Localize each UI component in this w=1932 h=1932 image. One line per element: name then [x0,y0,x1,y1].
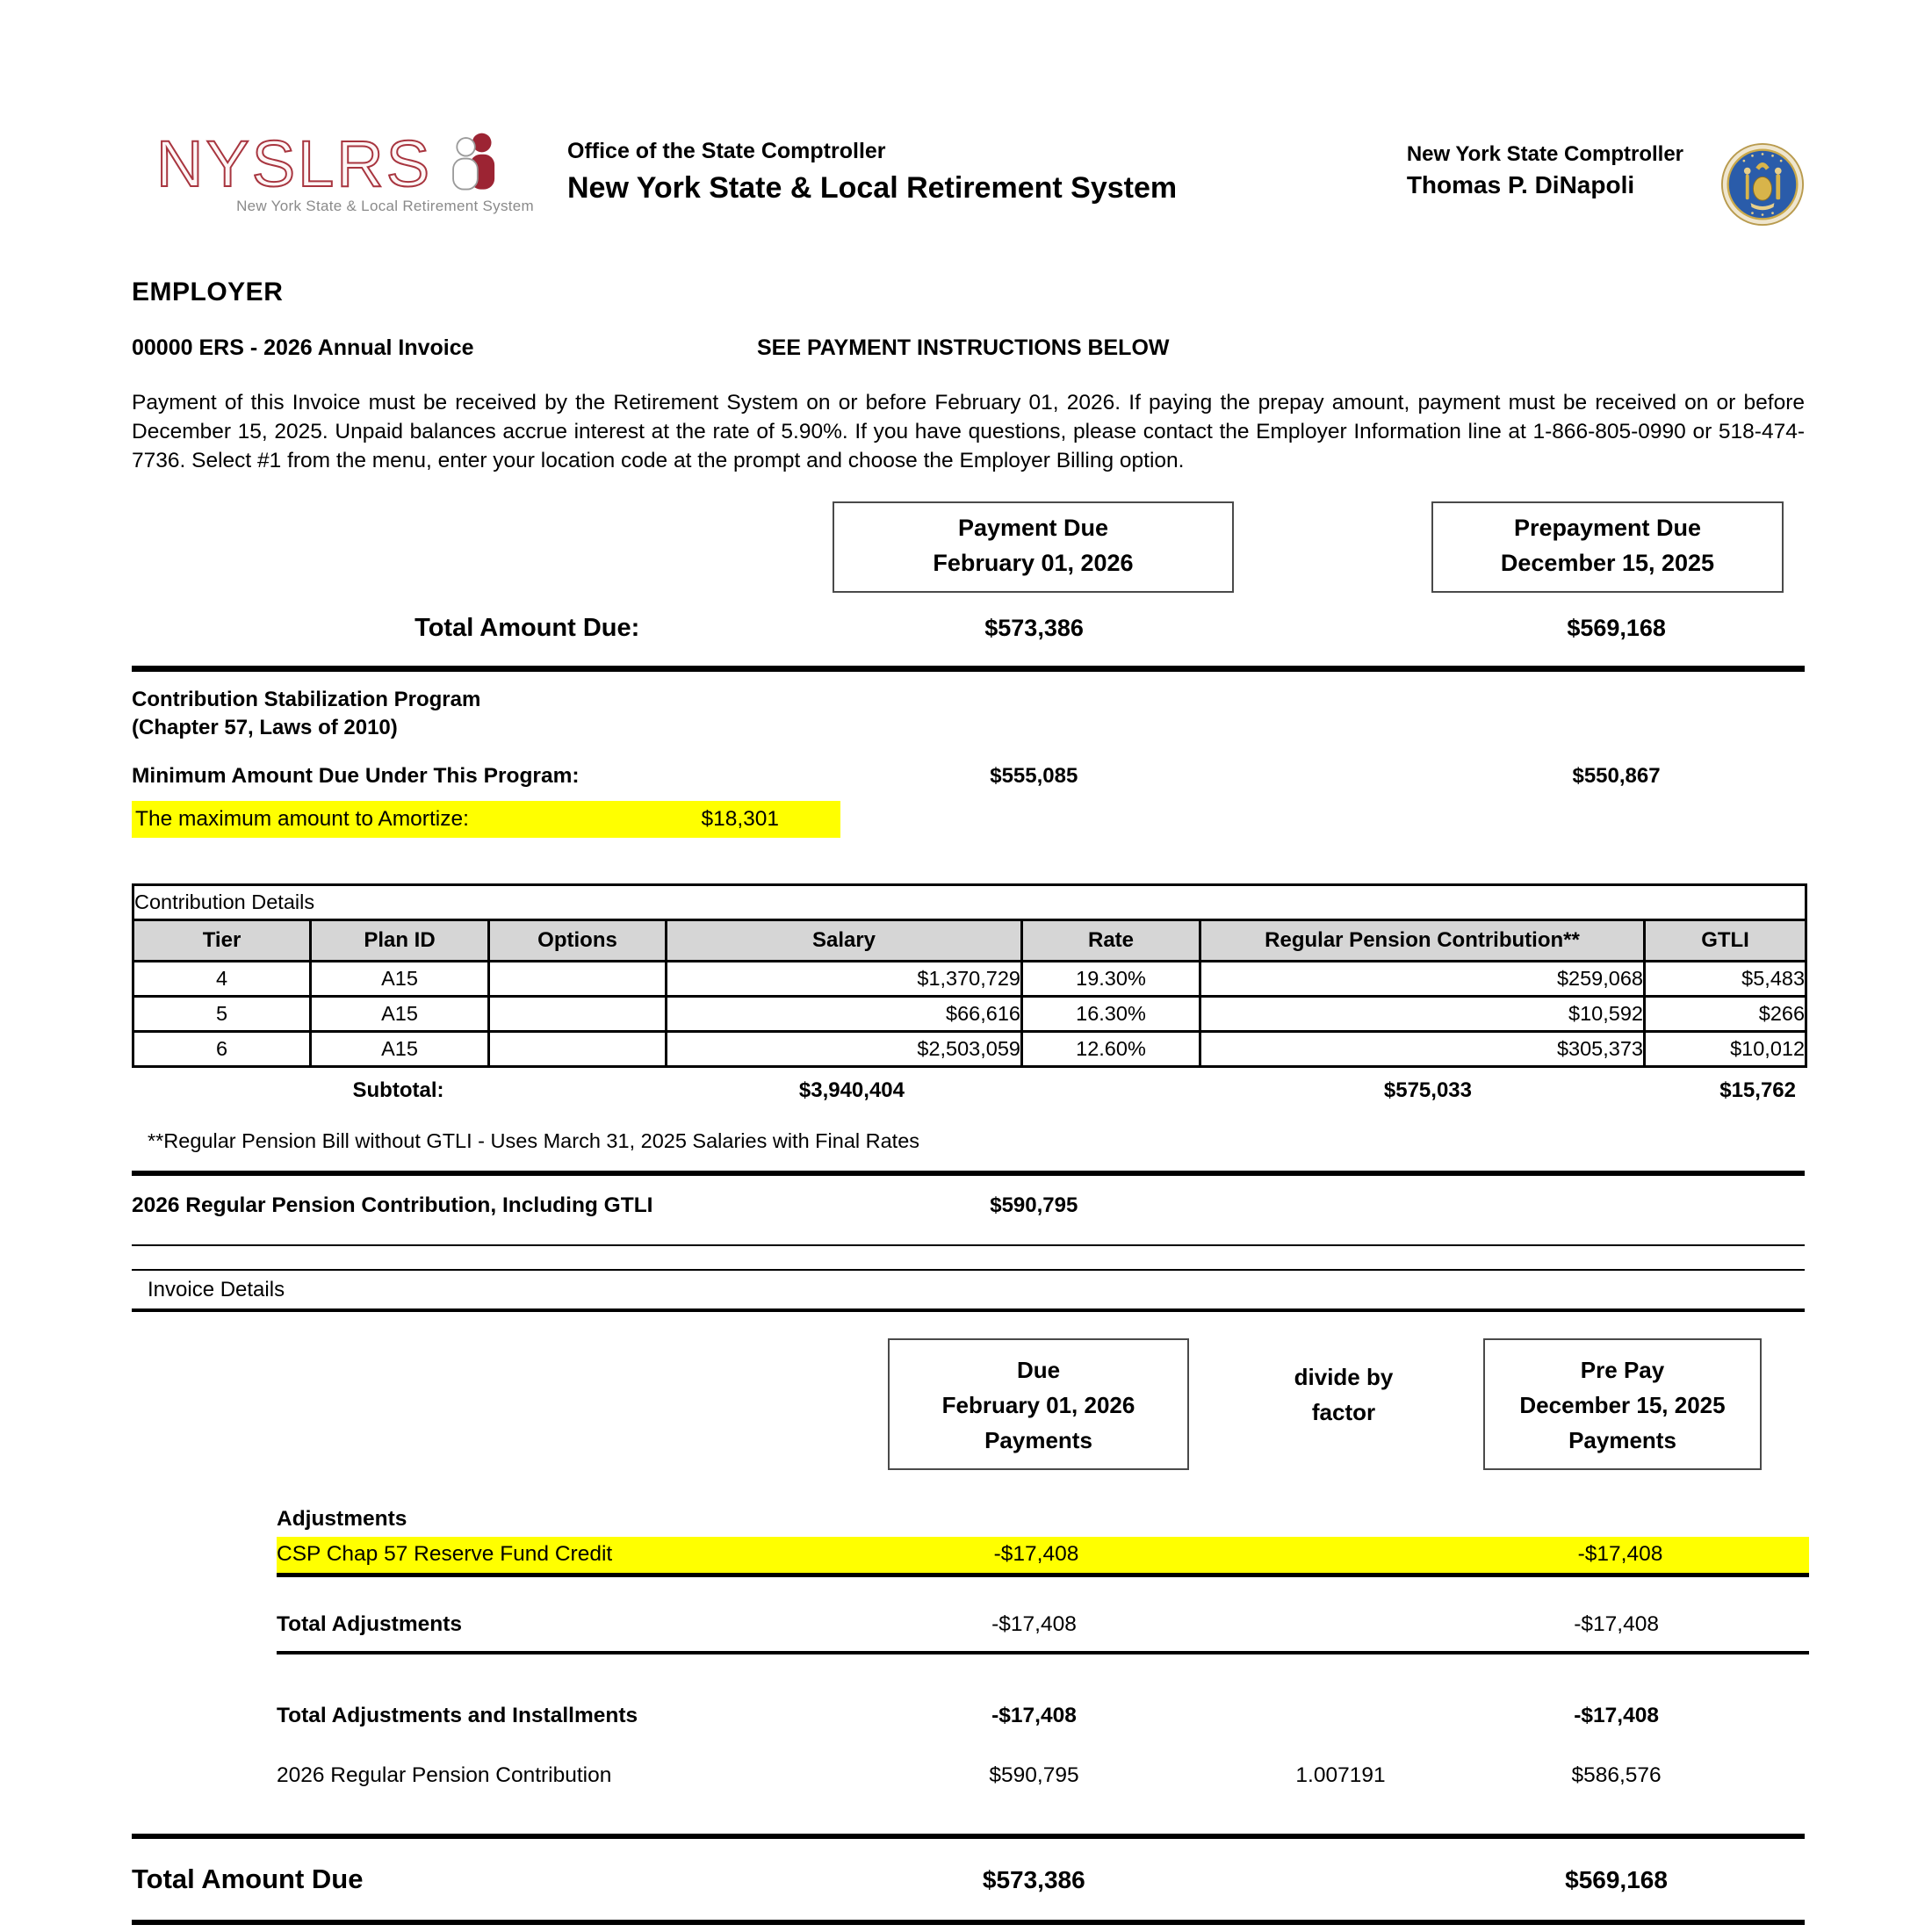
comptroller-title: New York State Comptroller [1406,142,1683,166]
subtotal-label: Subtotal: [352,1078,444,1102]
csp-title-line2: (Chapter 57, Laws of 2010) [132,715,398,739]
total-adjustments-due-value: -$17,408 [991,1611,1077,1636]
factor-line2: factor [1311,1399,1376,1426]
employer-heading: EMPLOYER [132,278,284,306]
payment-boxes-row [132,501,1805,595]
prepayment-due-box [1431,501,1784,593]
cell-gtli: $266 [1645,996,1806,1031]
total-adjustments-row [132,1612,1805,1637]
total-adj-installments-label: Total Adjustments and Installments [277,1703,638,1727]
cell-options [489,1031,667,1066]
cell-pension: $259,068 [1200,961,1645,996]
invoice-details-title: Invoice Details [148,1277,285,1301]
subtotal-gtli: $15,762 [1719,1078,1796,1102]
page-header [132,126,1805,227]
due-box-line3: Payments [984,1427,1092,1454]
cell-options [489,961,667,996]
prepayment-due-date: December 15, 2025 [1500,549,1715,576]
total-adjustments-label: Total Adjustments [277,1611,462,1636]
due-payments-box [888,1338,1189,1470]
cell-pension: $305,373 [1200,1031,1645,1066]
cell-gtli: $10,012 [1645,1031,1806,1066]
regular-pension-contribution-row [132,1763,1805,1788]
col-header-salary: Salary [667,919,1022,961]
section-divider [277,1651,1809,1654]
section-divider [132,666,1805,672]
csp-minimum-label: Minimum Amount Due Under This Program: [132,763,580,788]
nyslrs-logo-text: NYSLRS [156,126,433,200]
total-amount-due-label: Total Amount Due: [415,614,640,643]
cell-rate: 16.30% [1022,996,1200,1031]
divide-by-factor-header [1212,1359,1475,1431]
nyslrs-person-icon [441,130,506,191]
amortize-highlight-row [132,801,840,838]
header-comptroller-block [1407,130,1805,227]
total-amount-due-row [132,614,1805,643]
pension-including-gtli-label: 2026 Regular Pension Contribution, Including GTLI [132,1193,653,1217]
amortize-label: The maximum amount to Amortize: [135,806,469,831]
csp-section-title [132,686,1805,740]
system-title: New York State & Local Retirement System [567,171,1178,205]
cell-salary: $1,370,729 [667,961,1022,996]
cell-tier: 6 [133,1031,311,1066]
csp-credit-label: CSP Chap 57 Reserve Fund Credit [277,1541,613,1566]
invoice-number: 00000 ERS - 2026 Annual Invoice [132,335,474,360]
cell-salary: $2,503,059 [667,1031,1022,1066]
cell-plan-id: A15 [311,961,489,996]
total-prepay-value: $569,168 [1567,615,1666,642]
col-header-plan-id: Plan ID [311,919,489,961]
cell-rate: 12.60% [1022,1031,1200,1066]
cell-options [489,996,667,1031]
csp-credit-prepay-value: -$17,408 [1577,1541,1663,1566]
payment-instructions-paragraph: Payment of this Invoice must be received by the Retirement System on or before February 01, 2026. If paying the prepay amount, payment must be received on or before December 15, 2025. Unpaid balances accrue interest at the rate of 5.90%. If you have questions, please contact the Employer Information line at 1-866-805-0990 or 518-474-7736. Select #1 from the menu, enter your location code at the prompt and choose the Employer Billing option. [132,391,1805,472]
bottom-rule [132,1920,1805,1925]
prepayment-due-title: Prepayment Due [1513,515,1702,542]
see-payment-instructions: SEE PAYMENT INSTRUCTIONS BELOW [757,335,1170,360]
adjustments-heading: Adjustments [277,1506,407,1531]
invoice-column-headers [132,1338,1805,1472]
total-adj-installments-due-value: -$17,408 [991,1703,1077,1727]
cell-tier: 5 [133,996,311,1031]
col-header-gtli: GTLI [1645,919,1806,961]
nys-comptroller-seal-icon [1720,142,1805,227]
csp-minimum-due-value: $555,085 [990,763,1078,788]
section-divider [132,1834,1805,1839]
csp-credit-due-value: -$17,408 [993,1541,1079,1566]
cell-rate: 19.30% [1022,961,1200,996]
table-header-row [133,919,1806,961]
subtotal-pension: $575,033 [1383,1078,1472,1102]
grand-total-label: Total Amount Due [132,1863,364,1894]
factor-line1: divide by [1294,1363,1394,1390]
subtotal-salary: $3,940,404 [798,1078,905,1102]
invoice-details-band [132,1269,1805,1312]
pension-including-gtli-value: $590,795 [990,1193,1078,1217]
contribution-details-title: Contribution Details [133,884,1806,919]
pension-due-value: $590,795 [989,1763,1079,1787]
header-agency-block [567,130,1177,205]
table-row [133,996,1806,1031]
office-title: Office of the State Comptroller [567,139,886,163]
col-header-options: Options [489,919,667,961]
section-divider [132,1244,1805,1246]
nyslrs-logo [156,126,534,215]
cell-plan-id: A15 [311,996,489,1031]
grand-total-row [132,1864,1805,1895]
pension-bill-footnote: **Regular Pension Bill without GTLI - Uses March 31, 2025 Salaries with Final Rates [148,1128,920,1152]
prepay-box-line2: December 15, 2025 [1519,1392,1726,1419]
payment-due-box [833,501,1234,593]
pension-prepay-value: $586,576 [1571,1763,1662,1787]
prepay-payments-box [1483,1338,1762,1470]
csp-minimum-prepay-value: $550,867 [1572,763,1661,788]
comptroller-name: Thomas P. DiNapoli [1406,171,1635,198]
prepay-box-line3: Payments [1568,1427,1676,1454]
nyslrs-logo-tagline: New York State & Local Retirement System [236,198,534,214]
grand-total-due-value: $573,386 [982,1865,1085,1893]
cell-pension: $10,592 [1200,996,1645,1031]
cell-salary: $66,616 [667,996,1022,1031]
cell-tier: 4 [133,961,311,996]
pension-including-gtli-row [132,1193,1805,1218]
payment-due-date: February 01, 2026 [933,549,1134,576]
payment-due-title: Payment Due [957,515,1109,542]
total-adjustments-prepay-value: -$17,408 [1574,1611,1659,1636]
due-box-line1: Due [1016,1356,1061,1383]
col-header-pension: Regular Pension Contribution** [1200,919,1645,961]
cell-gtli: $5,483 [1645,961,1806,996]
csp-minimum-row [132,764,1805,789]
cell-plan-id: A15 [311,1031,489,1066]
pension-row-label: 2026 Regular Pension Contribution [277,1763,612,1787]
col-header-rate: Rate [1022,919,1200,961]
col-header-tier: Tier [133,919,311,961]
csp-title-line1: Contribution Stabilization Program [132,688,481,712]
total-due-value: $573,386 [984,615,1084,642]
amortize-value: $18,301 [701,806,779,831]
csp-credit-highlight-row [277,1537,1809,1577]
band-bottom-rule [132,1308,1805,1312]
table-row [133,961,1806,996]
grand-total-prepay-value: $569,168 [1565,1865,1668,1893]
prepay-box-line1: Pre Pay [1580,1356,1665,1383]
total-adjustments-installments-row [132,1704,1805,1728]
table-row [133,1031,1806,1066]
invoice-title-row [132,335,1805,361]
contribution-details-table [132,883,1807,1068]
subtotal-row [132,1078,1805,1103]
due-box-line2: February 01, 2026 [941,1392,1135,1419]
total-adj-installments-prepay-value: -$17,408 [1574,1703,1659,1727]
section-divider [132,1171,1805,1176]
pension-factor-value: 1.007191 [1295,1763,1386,1787]
